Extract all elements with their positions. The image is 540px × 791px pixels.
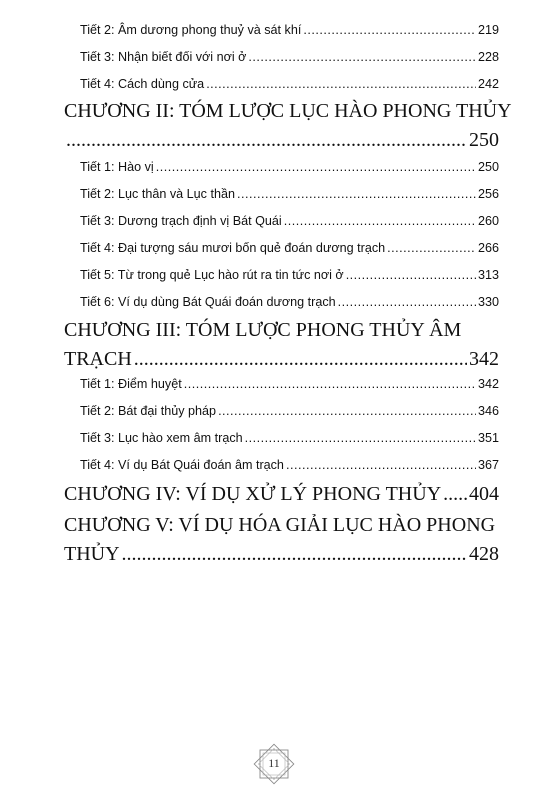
dot-leader (184, 374, 476, 394)
chapter-heading[interactable] (64, 480, 499, 509)
dot-leader (66, 126, 467, 155)
dot-leader (338, 292, 476, 312)
dot-leader (218, 401, 476, 421)
chapter-title-continued: TRẠCH (64, 348, 132, 370)
entry-page: 219 (477, 23, 499, 37)
chapter-page: 342 (469, 348, 499, 370)
entry-page: 351 (477, 431, 499, 445)
page-footer (252, 742, 296, 786)
entry-title: Tiết 4: Đại tượng sáu mươi bốn quẻ đoán dương trạch (80, 241, 386, 255)
chapter-heading[interactable] (64, 511, 499, 569)
entry-title: Tiết 3: Lục hào xem âm trạch (80, 431, 243, 445)
dot-leader (156, 157, 476, 177)
chapter-heading[interactable] (64, 97, 512, 155)
toc-entry[interactable] (80, 74, 499, 94)
dot-leader (286, 455, 476, 475)
dot-leader (303, 20, 476, 40)
dot-leader (237, 184, 476, 204)
entry-page: 250 (477, 160, 499, 174)
chapter-title: CHƯƠNG II: TÓM LƯỢC LỤC HÀO PHONG THỦY (64, 100, 512, 122)
dot-leader (122, 540, 467, 569)
chapter-title: CHƯƠNG III: TÓM LƯỢC PHONG THỦY ÂM (64, 319, 462, 341)
chapter-title: CHƯƠNG IV: VÍ DỤ XỬ LÝ PHONG THỦY (64, 483, 442, 505)
dot-leader (206, 74, 476, 94)
toc-entry[interactable] (80, 265, 499, 285)
entry-page: 342 (477, 377, 499, 391)
entry-title: Tiết 6: Ví dụ dùng Bát Quái đoán dương trạch (80, 295, 336, 309)
entry-title: Tiết 2: Bát đại thủy pháp (80, 404, 217, 418)
entry-page: 260 (477, 214, 499, 228)
toc-entry[interactable] (80, 184, 499, 204)
entry-title: Tiết 4: Ví dụ Bát Quái đoán âm trạch (80, 458, 284, 472)
chapter-page: 250 (469, 129, 499, 151)
dot-leader (284, 211, 476, 231)
toc-entry[interactable] (80, 157, 499, 177)
toc-entry[interactable] (80, 20, 499, 40)
entry-page: 367 (477, 458, 499, 472)
toc-entry[interactable] (80, 455, 499, 475)
entry-page: 266 (477, 241, 499, 255)
toc-entry[interactable] (80, 211, 499, 231)
toc-entry[interactable] (80, 238, 499, 258)
entry-page: 346 (477, 404, 499, 418)
entry-title: Tiết 3: Nhận biết đối với nơi ở (80, 50, 247, 64)
entry-page: 228 (477, 50, 499, 64)
toc-entry[interactable] (80, 428, 499, 448)
dot-leader (248, 47, 476, 67)
entry-page: 256 (477, 187, 499, 201)
entry-title: Tiết 2: Lục thân và Lục thần (80, 187, 235, 201)
chapter-title-continued: THỦY (64, 543, 120, 565)
dot-leader (387, 238, 476, 258)
toc-entry[interactable] (80, 292, 499, 312)
dot-leader (346, 265, 476, 285)
entry-title: Tiết 4: Cách dùng cửa (80, 77, 205, 91)
entry-title: Tiết 3: Dương trạch định vị Bát Quái (80, 214, 282, 228)
entry-page: 242 (477, 77, 499, 91)
dot-leader (443, 480, 467, 509)
chapter-title: CHƯƠNG V: VÍ DỤ HÓA GIẢI LỤC HÀO PHONG (64, 514, 496, 536)
dot-leader (134, 345, 467, 374)
entry-title: Tiết 5: Từ trong quẻ Lục hào rút ra tin tức nơi ở (80, 268, 344, 282)
entry-page: 330 (477, 295, 499, 309)
page-number: 11 (268, 756, 280, 770)
entry-title: Tiết 1: Điểm huyệt (80, 377, 182, 391)
toc-entry[interactable] (80, 374, 499, 394)
chapter-page: 428 (469, 543, 499, 565)
toc-entry[interactable] (80, 47, 499, 67)
entry-page: 313 (477, 268, 499, 282)
chapter-heading[interactable] (64, 316, 499, 374)
chapter-page: 404 (469, 483, 499, 505)
toc-entry[interactable] (80, 401, 499, 421)
entry-title: Tiết 2: Âm dương phong thuỷ và sát khí (80, 23, 302, 37)
dot-leader (245, 428, 476, 448)
entry-title: Tiết 1: Hào vị (80, 160, 154, 174)
